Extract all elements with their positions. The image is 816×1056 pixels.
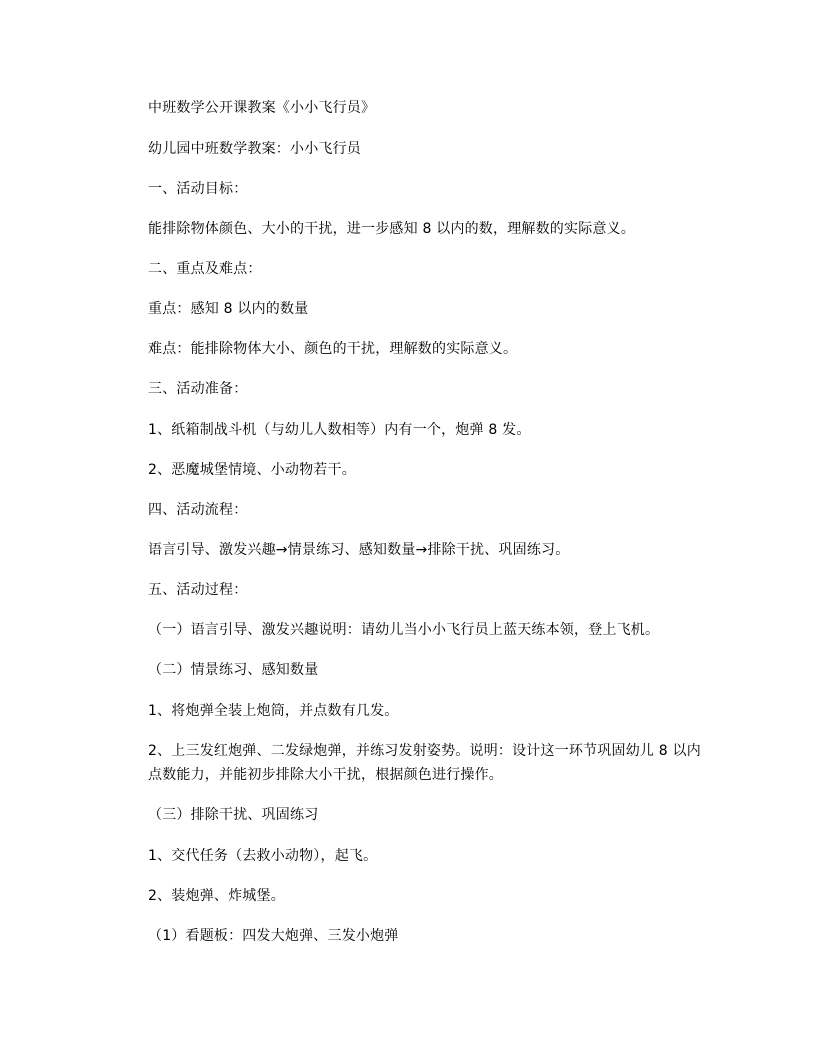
list-item-prep-2: 2、恶魔城堡情境、小动物若干。 <box>148 462 356 478</box>
document-title: 中班数学公开课教案《小小飞行员》 <box>148 100 376 116</box>
section-heading-goals: 一、活动目标： <box>148 181 248 197</box>
document-subtitle: 幼儿园中班数学教案：小小飞行员 <box>148 141 361 157</box>
list-item-step2-1: 1、将炮弹全装上炮筒，并点数有几发。 <box>148 703 399 719</box>
sub-heading-step-1: （一）语言引导、激发兴趣说明：请幼儿当小小飞行员上蓝天练本领，登上飞机。 <box>148 622 660 638</box>
paragraph-difficult-point: 难点：能排除物体大小、颜色的干扰，理解数的实际意义。 <box>148 341 518 357</box>
sub-heading-step-2: （二）情景练习、感知数量 <box>148 662 319 678</box>
paragraph-goal: 能排除物体颜色、大小的干扰，进一步感知 8 以内的数，理解数的实际意义。 <box>148 221 636 237</box>
list-item-prep-1: 1、纸箱制战斗机（与幼儿人数相等）内有一个，炮弹 8 发。 <box>148 422 531 438</box>
section-heading-key-points: 二、重点及难点： <box>148 261 262 277</box>
list-item-step3-1: 1、交代任务（去救小动物），起飞。 <box>148 848 378 864</box>
sub-heading-step-3: （三）排除干扰、巩固练习 <box>148 807 319 823</box>
section-heading-flow: 四、活动流程： <box>148 502 248 518</box>
list-item-step3-2-1: （1）看题板：四发大炮弹、三发小炮弹 <box>148 928 399 944</box>
paragraph-key-point: 重点：感知 8 以内的数量 <box>148 301 309 317</box>
section-heading-process: 五、活动过程： <box>148 582 248 598</box>
list-item-step3-2: 2、装炮弹、炸城堡。 <box>148 888 285 904</box>
list-item-step2-2: 2、上三发红炮弹、二发绿炮弹，并练习发射姿势。说明：设计这一环节巩固幼儿 8 以内点数能力，并能初步排除大小干扰，根据颜色进行操作。 <box>148 743 701 783</box>
section-heading-preparation: 三、活动准备： <box>148 381 248 397</box>
paragraph-flow: 语言引导、激发兴趣→情景练习、感知数量→排除干扰、巩固练习。 <box>148 542 570 558</box>
